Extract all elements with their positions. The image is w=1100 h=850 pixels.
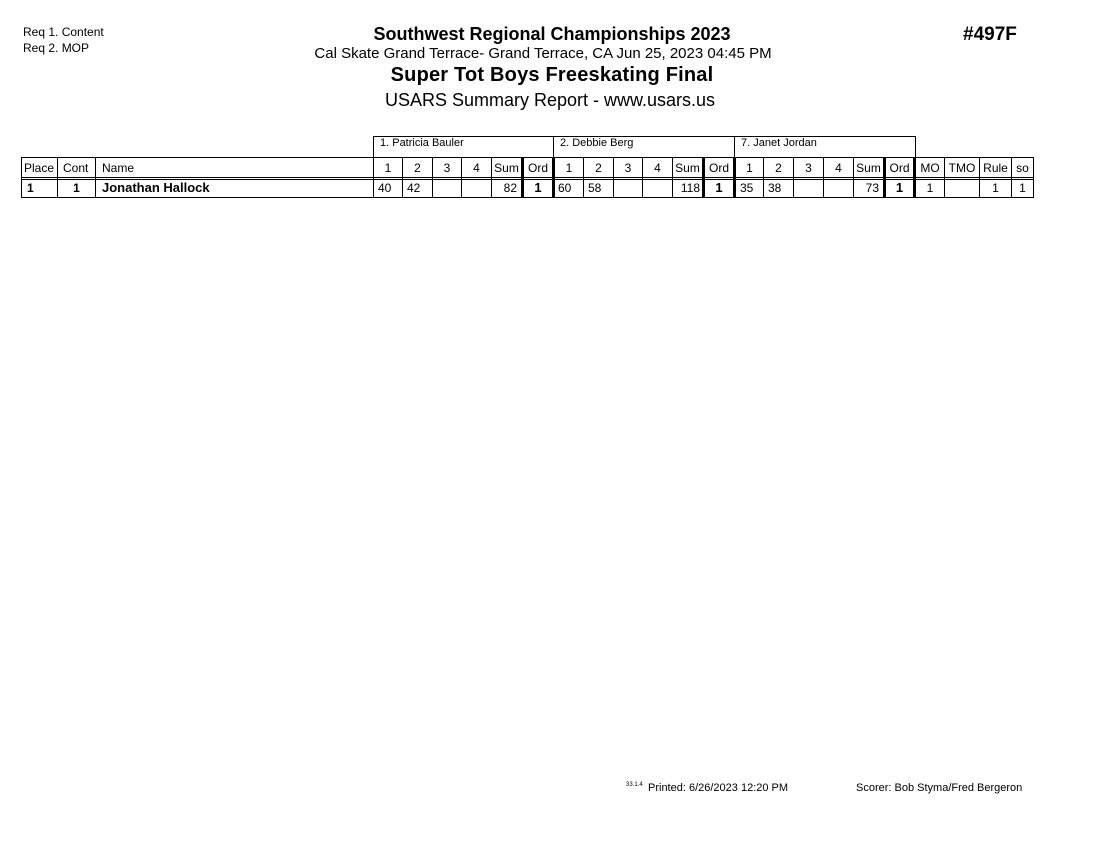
col-header-j1-4: 4 [473, 161, 480, 175]
col-header-j1-1: 1 [384, 161, 392, 175]
col-header-j2-3: 3 [624, 161, 632, 175]
col-header-j2-ord: Ord [708, 161, 729, 175]
judge-box-top-border [373, 136, 916, 137]
j2-ord: 1 [715, 180, 723, 195]
divider [373, 136, 374, 158]
col-header-place: Place [24, 161, 55, 175]
col-header-j2-2: 2 [595, 161, 602, 175]
j2-score-2: 58 [588, 181, 602, 195]
so-cell: 1 [1019, 181, 1026, 195]
col-header-mo: MO [920, 161, 940, 175]
col-header-cont: Cont [63, 161, 89, 175]
col-header-j2-1: 1 [565, 161, 573, 175]
col-header-so: so [1016, 161, 1029, 175]
j1-score-1: 40 [378, 181, 392, 195]
report-title: USARS Summary Report - www.usars.us [384, 90, 716, 110]
j1-sum: 82 [503, 181, 517, 195]
venue-date-line: Cal Skate Grand Terrace- Grand Terrace, CA Jun 25, 2023 04:45 PM [314, 45, 772, 62]
divider [553, 136, 554, 158]
skater-name-cell: Jonathan Hallock [102, 180, 210, 195]
j1-score-4 [462, 179, 491, 199]
col-header-j2-4: 4 [654, 161, 661, 175]
j2-score-3 [614, 179, 642, 199]
cont-cell: 1 [73, 181, 80, 195]
judge-name: 7. Janet Jordan [741, 137, 817, 149]
divider [734, 136, 735, 158]
divider [915, 136, 916, 158]
mo-cell: 1 [926, 181, 934, 195]
divider [1033, 157, 1034, 198]
j1-score-2: 42 [407, 181, 421, 195]
j3-score-3 [794, 179, 823, 199]
col-header-name: Name [102, 161, 135, 175]
event-number: #497F [963, 24, 1017, 45]
col-header-j1-sum: Sum [494, 161, 519, 175]
requirement-1: Req 1. Content [23, 25, 104, 39]
j3-score-1: 35 [740, 181, 754, 195]
j2-score-4 [643, 179, 672, 199]
col-header-rule: Rule [983, 161, 1008, 175]
j3-ord: 1 [895, 180, 904, 195]
judge-name: 2. Debbie Berg [560, 137, 634, 149]
j3-score-4 [824, 179, 853, 199]
printed-timestamp: Printed: 6/26/2023 12:20 PM [648, 782, 789, 794]
col-header-j3-2: 2 [775, 161, 782, 175]
j1-ord: 1 [534, 180, 542, 195]
col-header-j1-3: 3 [443, 161, 451, 175]
tmo-cell [945, 179, 979, 199]
col-header-j1-2: 2 [414, 161, 421, 175]
col-header-j3-4: 4 [835, 161, 842, 175]
requirement-2: Req 2. MOP [23, 41, 90, 55]
event-title: Super Tot Boys Freeskating Final [390, 64, 714, 86]
col-header-j3-3: 3 [805, 161, 812, 175]
col-header-j1-ord: Ord [527, 161, 548, 175]
col-header-j3-sum: Sum [856, 161, 881, 175]
col-header-j2-sum: Sum [675, 161, 700, 175]
j2-sum: 118 [680, 181, 700, 195]
judge-name: 1. Patricia Bauler [380, 137, 464, 149]
j3-score-2: 38 [768, 181, 782, 195]
j2-score-1: 60 [558, 181, 572, 195]
j1-score-3 [433, 179, 461, 199]
j3-sum: 73 [865, 181, 879, 195]
col-header-j3-ord: Ord [889, 161, 910, 175]
competition-title: Southwest Regional Championships 2023 [373, 24, 731, 44]
rule-cell: 1 [992, 181, 999, 195]
scorer-names: Scorer: Bob Styma/Fred Bergeron [856, 782, 1023, 794]
footer-code: 33.1.4 [626, 782, 643, 788]
place-cell: 1 [27, 181, 34, 195]
col-header-j3-1: 1 [746, 161, 753, 175]
col-header-tmo: TMO [948, 161, 976, 175]
